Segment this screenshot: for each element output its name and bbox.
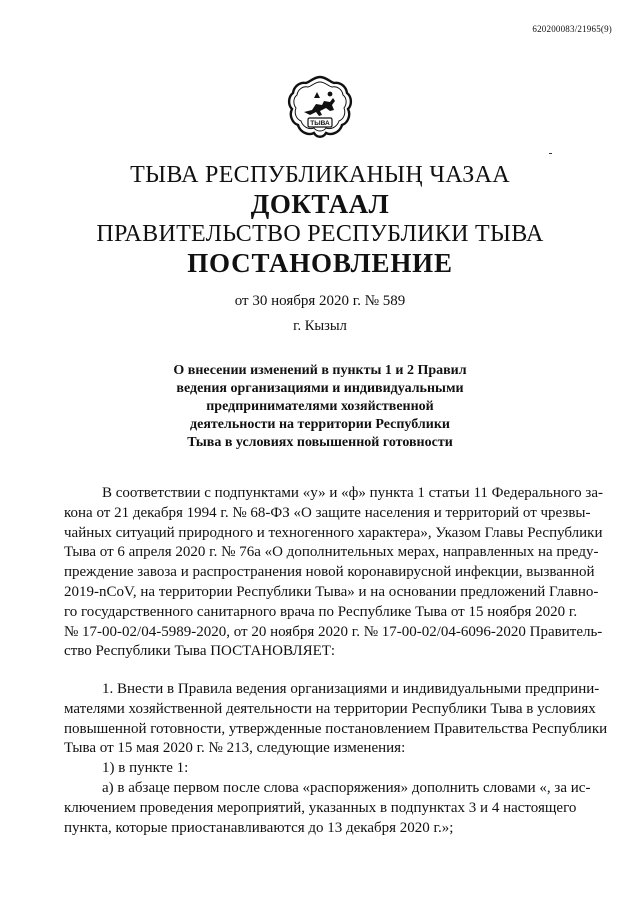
paragraph-line: ключением проведения мероприятий, указанных в подпунктах 3 и 4 настоящего (64, 799, 577, 816)
title-line: деятельности на территории Республики (190, 417, 450, 432)
paragraph-line: В соответствии с подпунктами «у» и «ф» пункта 1 статьи 11 Федерального за- (102, 485, 603, 501)
tuva-emblem-icon (286, 74, 354, 142)
paragraph-line: Тыва от 6 апреля 2020 г. № 76а «О дополнительных мерах, направленных на преду- (64, 544, 599, 561)
paragraph-line: повышенной готовности, утвержденные постановлением Правительства Республики (64, 720, 608, 737)
paragraph-line: пункта, которые приостанавливаются до 13 декабря 2020 г.»; (64, 819, 454, 836)
tuvan-government-heading: ТЫВА РЕСПУБЛИКАНЫҢ ЧАЗАА (130, 162, 510, 188)
paragraph-line: № 17-00-02/04-5989-2020, от 20 ноября 2020 г. № 17-00-02/04-6096-2020 Правитель- (64, 623, 603, 640)
emblem-label: ТЫВА (310, 120, 330, 127)
paragraph-line: го государственного санитарного врача по Республике Тыва от 15 ноября 2020 г. (64, 603, 578, 620)
tuvan-decree-heading: ДОКТААЛ (250, 189, 390, 219)
paragraph-line: мателями хозяйственной деятельности на территории Республики Тыва в условиях (64, 700, 596, 717)
decree-date-number: от 30 ноября 2020 г. № 589 (234, 293, 406, 309)
paragraph-line: чайных ситуаций природного и техногенного характера», Указом Главы Республики (64, 524, 603, 541)
paragraph-line: кона от 21 декабря 1994 г. № 68-ФЗ «О защите населения и территорий от чрезвы- (64, 504, 591, 521)
title-line: О внесении изменений в пункты 1 и 2 Правил (173, 363, 467, 378)
paragraph-line: ство Республики Тыва ПОСТАНОВЛЯЕТ: (64, 643, 336, 660)
title-line: ведения организациями и индивидуальными (176, 381, 464, 396)
paragraph-line: 1) в пункте 1: (102, 760, 189, 777)
paragraph-line: Тыва от 15 мая 2020 г. № 213, следующие изменения: (64, 740, 406, 757)
russian-government-heading: ПРАВИТЕЛЬСТВО РЕСПУБЛИКИ ТЫВА (96, 221, 544, 247)
decree-title (120, 362, 520, 452)
title-line: Тыва в условиях повышенной готовности (187, 435, 453, 450)
preamble-paragraph (64, 484, 603, 662)
document-registration-code: 620200083/21965(9) (532, 24, 612, 34)
decree-city: г. Кызыл (293, 318, 347, 334)
paragraph-line: 1. Внести в Правила ведения организациями и индивидуальными предприни- (102, 681, 600, 697)
scan-artifact (549, 153, 552, 154)
title-line: предпринимателями хозяйственной (206, 399, 434, 414)
paragraph-line: 2019-nCoV, на территории Республики Тыва» и на основании предложений Главно- (64, 583, 599, 600)
amendments-paragraph (64, 680, 608, 838)
russian-decree-heading: ПОСТАНОВЛЕНИЕ (187, 248, 453, 278)
paragraph-line: а) в абзаце первом после слова «распоряжения» дополнить словами «, за ис- (102, 779, 591, 796)
paragraph-line: преждение завоза и распространения новой коронавирусной инфекции, вызванной (64, 564, 595, 581)
